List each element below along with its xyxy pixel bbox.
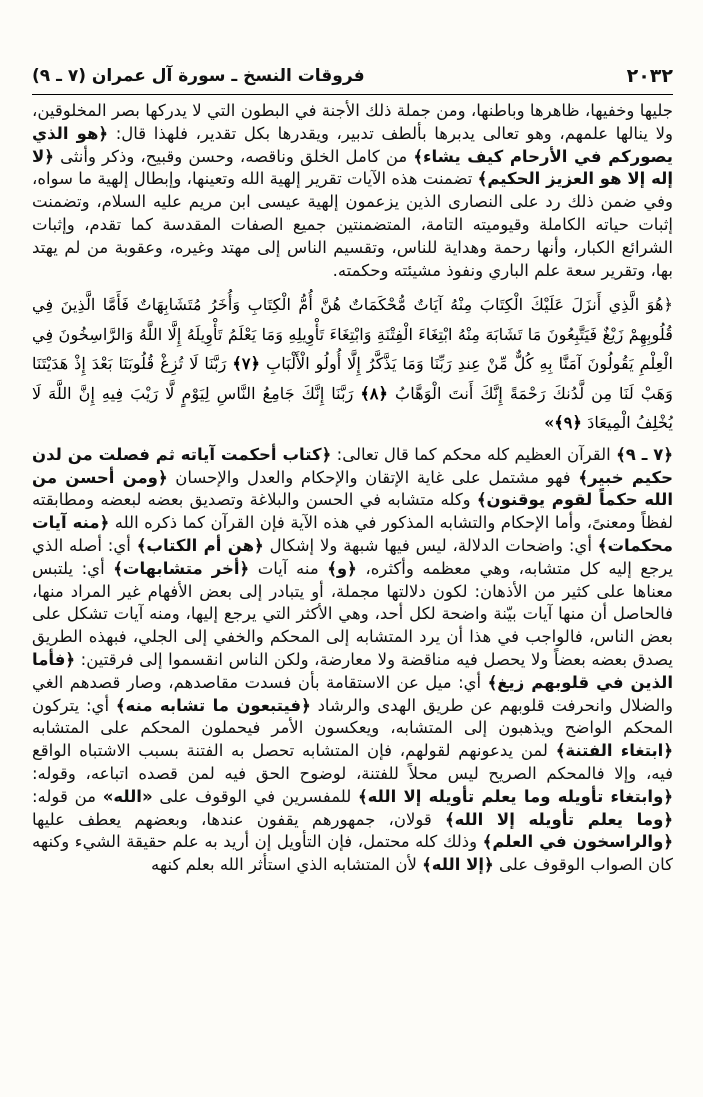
- page-body: [32, 100, 673, 877]
- quran-verses-block: [32, 290, 673, 438]
- verse-number-9: ﴿٩﴾»: [544, 413, 582, 433]
- text-run: أي: يلتبس معناها على كثير من الأذهان: لكون دلالتها مجملة، أو يتبادر إلى بعض الأفهام غير المراد منها، فالحاصل أن منها آيات بيّنة واضحة لكل أحد، وهي الأكثر التي يرجع إليها، ومنه آيات تشكل على بعض الناس، فالواجب في هذا أن يرد المتشابه إلى المحكم والخفي إلى الجلي، فبهذه الطريق يصدق بعضه بعضاً ولا يحصل فيه مناقضة ولا معارضة، ولكن الناس انقسموا إلى فرقتين:: [32, 558, 673, 670]
- text-run: منه آيات: [249, 558, 328, 578]
- quote-phrase: ﴿هو الذي يصوركم في الأرحام كيف يشاء﴾: [32, 123, 673, 166]
- text-run: قولان، جمهورهم يقفون عندها، وبعضهم يعطف عليها: [32, 809, 445, 829]
- paragraph-2: [32, 444, 673, 877]
- running-title: فروقات النسخ ـ سورة آل عمران (٧ ـ ٩): [32, 66, 365, 86]
- text-run: للمفسرين في الوقوف على: [152, 786, 358, 806]
- verse-9: رَبَّنَا إِنَّكَ جَامِعُ النَّاسِ لِيَوْمٍ لَّا رَيْبَ فِيهِ إِنَّ اللَّهَ لَا يُخْلِفُ الْمِيعَادَ: [32, 383, 673, 433]
- text-run: لمن يدعونهم لقولهم، فإن المتشابه تحصل به الفتنة بسبب الاشتباه الواقع فيه، وإلا فالمحكم الصريح ليس محلاً للفتنة، لوضوح الحق فيه لمن قصده اتباعه، وقوله:: [32, 741, 673, 784]
- text-run: القرآن العظيم كله محكم كما قال تعالى:: [331, 444, 617, 464]
- text-run: لأن المتشابه الذي استأثر الله بعلم كنهه: [151, 855, 423, 875]
- quote-phrase: ﴿كتاب أحكمت آياته ثم فصلت من لدن حكيم خبير﴾: [32, 444, 674, 487]
- quote-phrase: ﴿وابتغاء تأويله وما يعلم تأويله إلا الله﴾: [357, 786, 673, 806]
- quote-phrase: ﴿إلا الله﴾: [422, 855, 494, 875]
- section-label: ﴿٧ ـ ٩﴾: [616, 444, 674, 464]
- text-run: أي: واضحات الدلالة، ليس فيها شبهة ولا إشكال: [263, 536, 598, 556]
- header-divider: [32, 94, 673, 95]
- text-run: أي: ميل عن الاستقامة بأن فسدت مقاصدهم، وصار قصدهم الغي والضلال وانحرفت قلوبهم عن طريق الهدى والرشاد: [32, 672, 674, 715]
- quote-phrase: ﴿لا إله إلا هو العزيز الحكيم﴾: [32, 146, 673, 189]
- quote-phrase: ﴿و﴾: [327, 558, 357, 578]
- verse-7: ﴿هُوَ الَّذِي أَنزَلَ عَلَيْكَ الْكِتَابَ مِنْهُ آيَاتٌ مُّحْكَمَاتٌ هُنَّ أُمُّ الْكِتَابِ وَأُخَرُ مُتَشَابِهَاتٌ فَأَمَّا الَّذِينَ فِي قُلُوبِهِمْ زَيْغٌ فَيَتَّبِعُونَ مَا تَشَابَهَ مِنْهُ ابْتِغَاءَ الْفِتْنَةِ وَابْتِغَاءَ تَأْوِيلِهِ وَمَا يَعْلَمُ تَأْوِيلَهُ إِلَّا اللَّهُ وَالرَّاسِخُونَ فِي الْعِلْمِ يَقُولُونَ آمَنَّا بِهِ كُلٌّ مِّنْ عِندِ رَبِّنَا وَمَا يَذَّكَّرُ إِلَّا أُولُو الْأَلْبَابِ: [32, 295, 673, 374]
- quote-phrase: ﴿فأما الذين في قلوبهم زيغ﴾: [32, 650, 673, 692]
- quote-phrase: ﴿فيتبعون ما تشابه منه﴾: [115, 695, 311, 715]
- quote-phrase: ﴿منه آيات محكمات﴾: [32, 513, 673, 556]
- quote-phrase: «الله»: [102, 786, 153, 806]
- page-header: [32, 60, 673, 92]
- quote-phrase: ﴿هن أم الكتاب﴾: [136, 536, 264, 556]
- text-run: من قوله:: [32, 786, 103, 806]
- quote-phrase: ﴿ابتغاء الفتنة﴾: [555, 741, 673, 761]
- quote-phrase: ﴿أخر متشابهات﴾: [113, 558, 250, 578]
- text-run: وذلك كله محتمل، فإن التأويل إن أريد به علم حقيقة الشيء وكنهه كان الصواب الوقوف على: [32, 832, 673, 875]
- text-run: أي: يتركون المحكم الواضح ويذهبون إلى المتشابه، ويعكسون الأمر فيحملون المحكم على المتشابه: [32, 695, 673, 738]
- text-run: فهو مشتمل على غاية الإتقان والإحكام والعدل والإحسان: [167, 467, 579, 487]
- quote-phrase: ﴿وما يعلم تأويله إلا الله﴾: [444, 809, 673, 829]
- text-run: جليها وخفيها، ظاهرها وباطنها، ومن جملة ذلك الأجنة في البطون التي لا يدركها بصر المخلوقين، ولا ينالها علمهم، وهو تعالى يدبرها بألطف تدبير، ويقدرها بكل تقدير، فلهذا قال:: [32, 101, 673, 143]
- verse-number-7: ﴿٧﴾: [232, 354, 261, 374]
- verse-8: رَبَّنَا لَا تُزِغْ قُلُوبَنَا بَعْدَ إِذْ هَدَيْتَنَا وَهَبْ لَنَا مِن لَّدُنكَ رَحْمَةً إِنَّكَ أَنتَ الْوَهَّابُ: [32, 354, 673, 403]
- verse-number-8: ﴿٨﴾: [360, 383, 389, 403]
- quote-phrase: ﴿ومن أحسن من الله حكماً لقوم يوقنون﴾: [32, 467, 673, 510]
- text-run: أي: أصله الذي يرجع إليه كل متشابه، وهي معظمه وأكثره،: [32, 536, 674, 578]
- text-run: من كامل الخلق وناقصه، وحسن وقبيح، وذكر وأنثى: [53, 146, 414, 166]
- text-run: وكله متشابه في الحسن والبلاغة وتصديق بعضه لبعضه ومطابقته لفظاً ومعنىً، وأما الإحكام والتشابه المذكور في هذه الآية فإن القرآن كما ذكره الله: [32, 490, 673, 533]
- paragraph-1: [32, 100, 673, 282]
- page-number: ٢٠٣٢: [626, 65, 673, 87]
- text-run: تضمنت هذه الآيات تقرير إلهية الله وتعينها، وإبطال إلهية ما سواه، وفي ضمن ذلك رد على النصارى الذين يزعمون إلهية عيسى ابن مريم عليه السلام، وتضمنت إثبات حياته الكاملة وقيوميته التامة، المتضمنتين جميع الصفات المقدسة كما تقدم، وإثبات الشرائع الكبار، وأنها رحمة وهداية للناس، وتقسيم الناس إلى مهتد وغيره، وعقوبة من لم يهتد بها، وتقرير سعة علم الباري ونفوذ مشيئته وحكمته.: [32, 169, 673, 280]
- quote-phrase: ﴿والراسخون في العلم﴾: [482, 832, 674, 852]
